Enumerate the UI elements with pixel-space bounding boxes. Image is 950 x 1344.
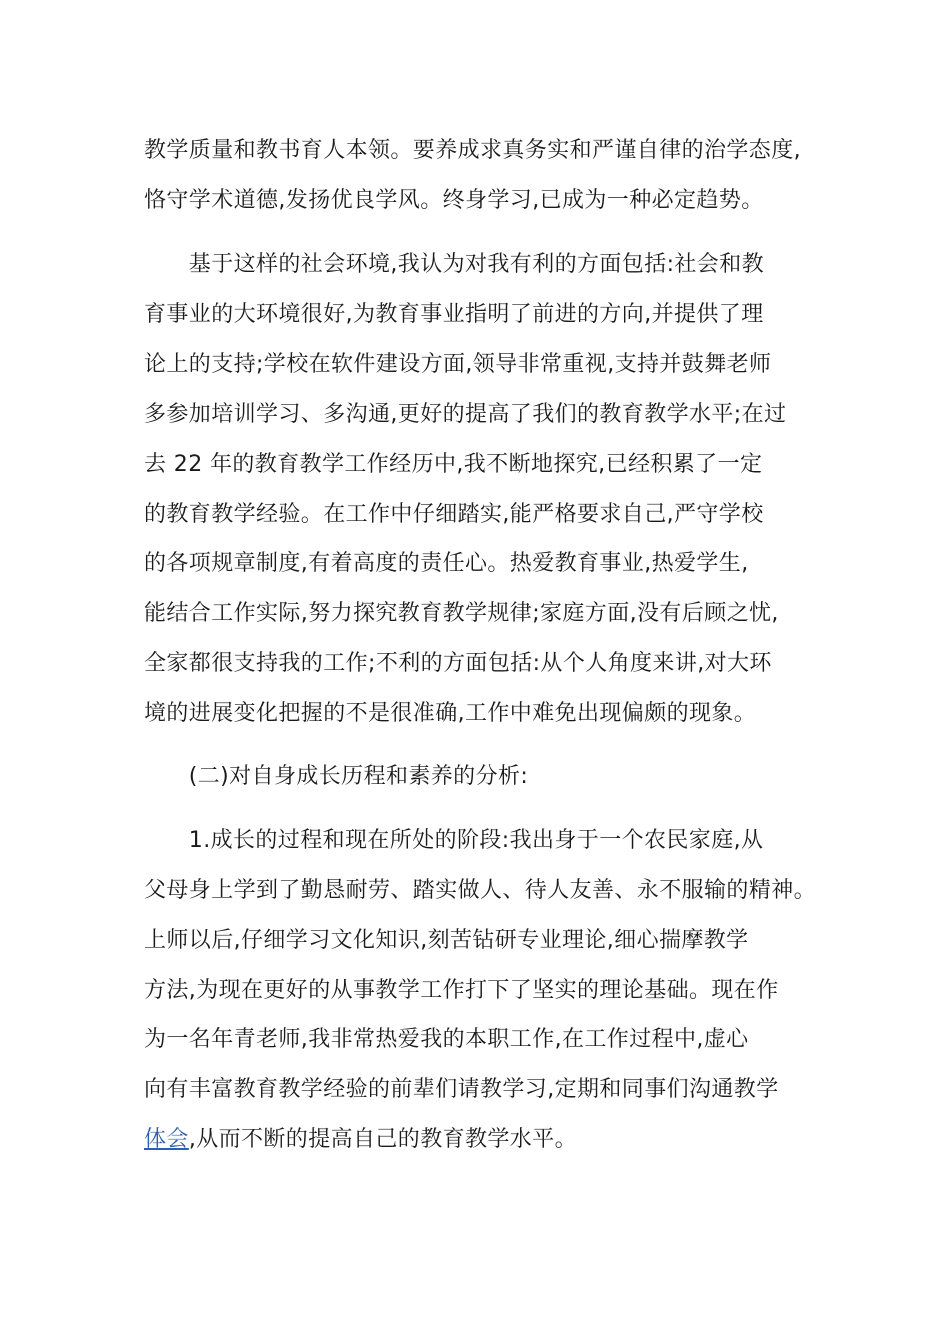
text-line: 的各项规章制度,有着高度的责任心。热爱教育事业,热爱学生, xyxy=(144,551,749,576)
text-line: 全家都很支持我的工作;不利的方面包括:从个人角度来讲,对大环 xyxy=(144,651,772,676)
text-line: 基于这样的社会环境,我认为对我有利的方面包括:社会和教 xyxy=(144,252,765,277)
text-line: 育事业的大环境很好,为教育事业指明了前进的方向,并提供了理 xyxy=(144,302,764,327)
section-heading: (二)对自身成长历程和素养的分析: xyxy=(144,764,529,789)
text-segment: ,从而不断的提高自己的教育教学水平。 xyxy=(188,1127,578,1152)
text-line: 为一名年青老师,我非常热爱我的本职工作,在工作过程中,虚心 xyxy=(144,1027,749,1052)
text-line-last xyxy=(144,1125,577,1155)
text-line: 论上的支持;学校在软件建设方面,领导非常重视,支持并鼓舞老师 xyxy=(144,352,772,377)
text-line: 能结合工作实际,努力探究教育教学规律;家庭方面,没有后顾之忧, xyxy=(144,601,779,626)
text-line: 向有丰富教育教学经验的前辈们请教学习,定期和同事们沟通教学 xyxy=(144,1077,779,1102)
text-line: 教学质量和教书育人本领。要养成求真务实和严谨自律的治学态度, xyxy=(144,138,801,163)
text-line: 恪守学术道德,发扬优良学风。终身学习,已成为一种必定趋势。 xyxy=(144,188,764,213)
text-line: 去 22 年的教育教学工作经历中,我不断地探究,已经积累了一定 xyxy=(144,452,763,477)
text-line: 境的进展变化把握的不是很准确,工作中难免出现偏颇的现象。 xyxy=(144,701,757,726)
text-line: 多参加培训学习、多沟通,更好的提高了我们的教育教学水平;在过 xyxy=(144,402,787,427)
text-line: 的教育教学经验。在工作中仔细踏实,能严格要求自己,严守学校 xyxy=(144,502,764,527)
text-line: 父母身上学到了勤恳耐劳、踏实做人、待人友善、永不服输的精神。 xyxy=(144,878,817,903)
text-line: 方法,为现在更好的从事教学工作打下了坚实的理论基础。现在作 xyxy=(144,978,779,1003)
link-tihui[interactable]: 体会 xyxy=(144,1127,189,1152)
text-line: 上师以后,仔细学习文化知识,刻苦钻研专业理论,细心揣摩教学 xyxy=(144,928,749,953)
text-line: 1.成长的过程和现在所处的阶段:我出身于一个农民家庭,从 xyxy=(144,828,764,853)
